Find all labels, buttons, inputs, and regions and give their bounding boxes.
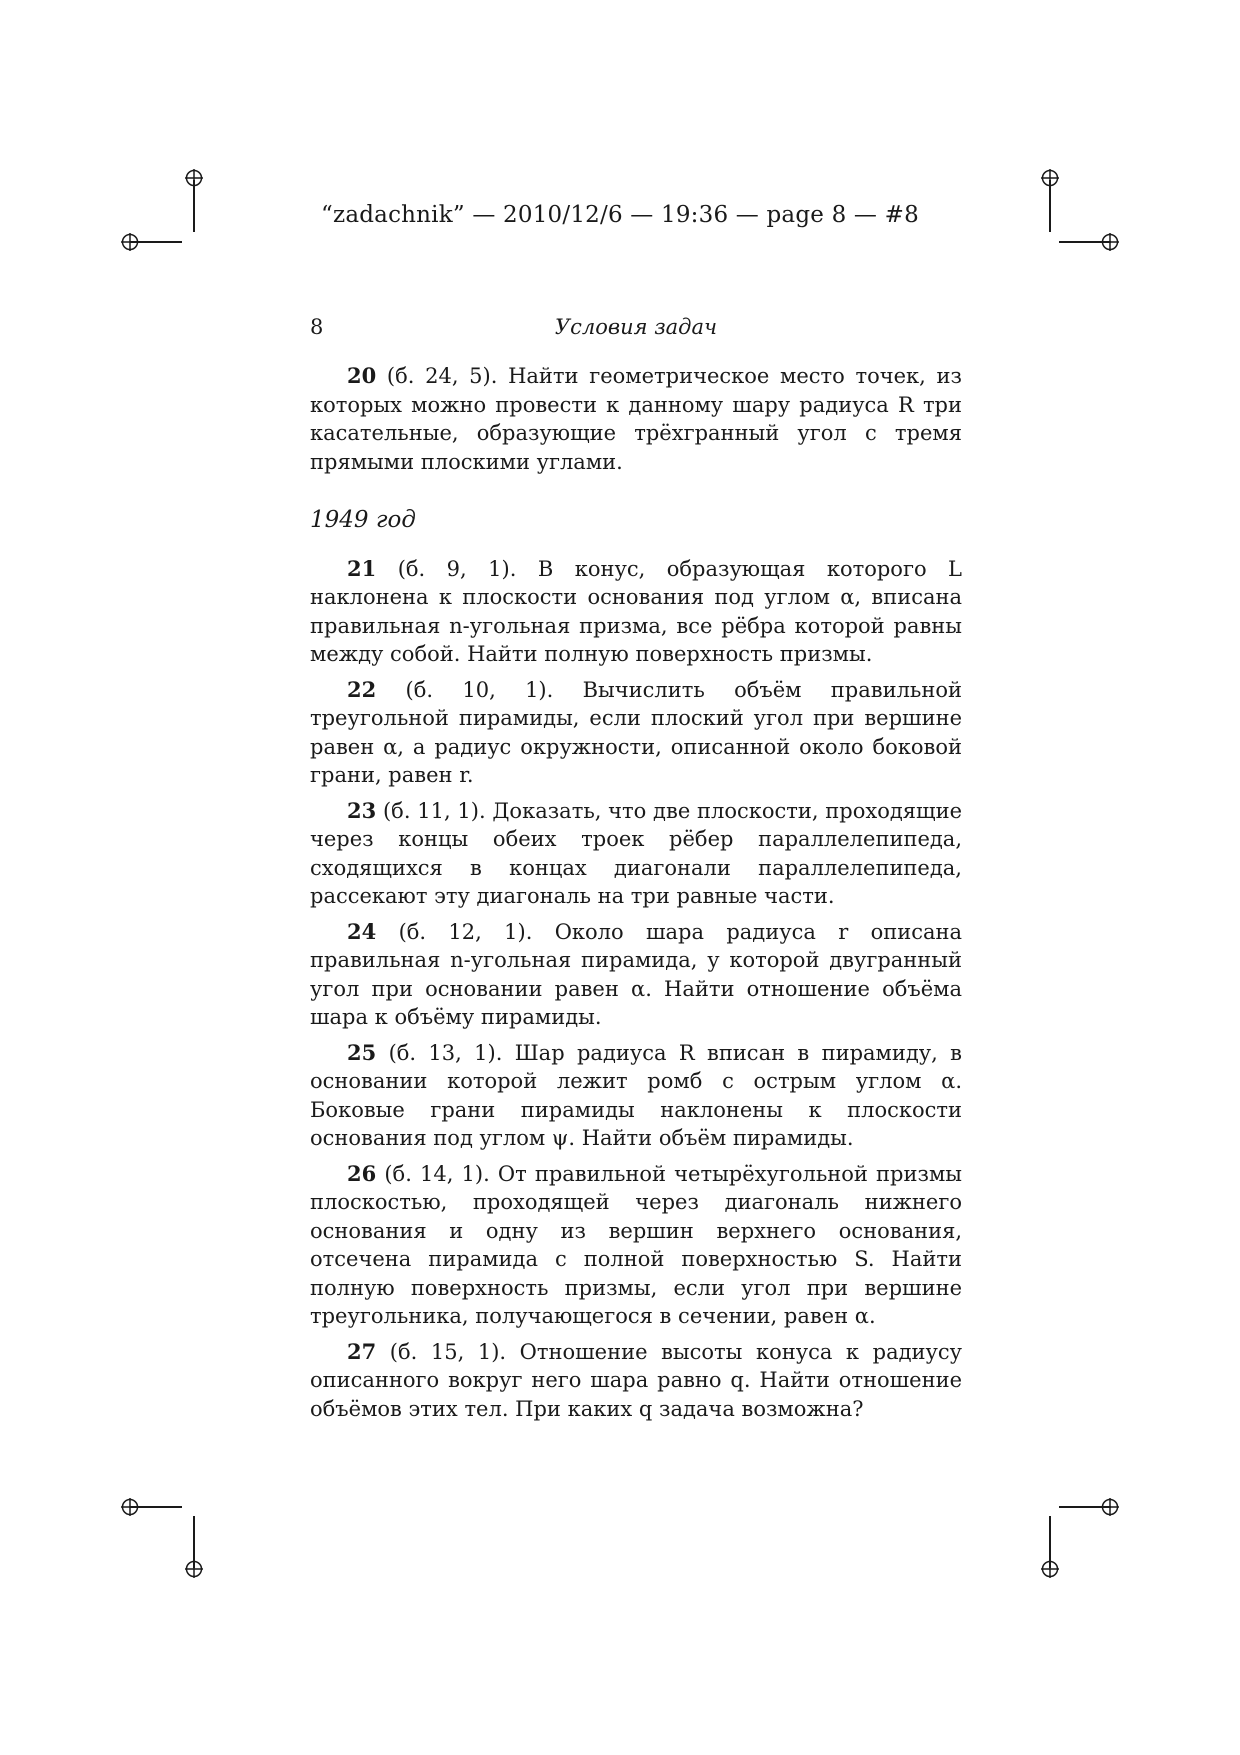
crop-line (1059, 241, 1111, 243)
problem-25 (310, 1039, 962, 1153)
registration-target-icon (185, 1560, 203, 1578)
problem-number: 23 (347, 797, 377, 823)
problem-text: (б. 9, 1). В конус, образующая которого L наклонена к плоскости основания под углом α, вписана правильная n-угольная призма, все рёбра которой равны между собой. Найти полную поверхность призмы. (310, 556, 962, 666)
crop-line (1059, 1506, 1111, 1508)
problem-23 (310, 797, 962, 911)
problem-text: (б. 24, 5). Найти геометрическое место точек, из которых можно провести к данному шару радиуса R три касательные, образующие трёхгранный угол с тремя прямыми плоскими углами. (310, 364, 962, 474)
problem-number: 25 (347, 1039, 377, 1065)
problem-22 (310, 676, 962, 790)
registration-target-icon (1041, 1560, 1059, 1578)
problem-26 (310, 1160, 962, 1331)
problem-21 (310, 555, 962, 669)
problem-number: 20 (347, 363, 377, 388)
problem-number: 22 (347, 676, 377, 702)
problem-number: 26 (347, 1160, 377, 1186)
problem-text: (б. 15, 1). Отношение высоты конуса к радиусу описанного вокруг него шара равно q. Найти отношение объёмов этих тел. При каких q задача возможна? (310, 1339, 962, 1421)
problem-text: (б. 10, 1). Вычислить объём правильной треугольной пирамиды, если плоский угол при вершине равен α, а радиус окружности, описанной около боковой грани, равен r. (310, 677, 962, 787)
running-head-title: Условия задач (554, 315, 718, 339)
section-title: 1949 год (310, 507, 416, 533)
problem-text: (б. 11, 1). Доказать, что две плоскости, проходящие через концы обеих троек рёбер параллелепипеда, сходящихся в концах диагонали параллелепипеда, рассекают эту диагональ на три равные части. (310, 798, 962, 908)
problem-number: 24 (347, 918, 377, 944)
problem-text: (б. 14, 1). От правильной четырёхугольной призмы плоскостью, проходящей через диагональ нижнего основания и одну из вершин верхнего основания, отсечена пирамида с полной поверхностью S. Найти полную поверхность призмы, если угол при вершине треугольника, получающегося в сечении, равен α. (310, 1161, 962, 1328)
page-body (310, 362, 962, 1430)
page-number: 8 (310, 315, 324, 339)
problem-24 (310, 918, 962, 1032)
problem-number: 27 (347, 1338, 377, 1364)
crop-line (130, 241, 182, 243)
problem-text: (б. 12, 1). Около шара радиуса r описана правильная n-угольная пирамида, у которой двугранный угол при основании равен α. Найти отношение объёма шара к объёму пирамиды. (310, 919, 962, 1029)
crop-line (130, 1506, 182, 1508)
problem-27 (310, 1338, 962, 1424)
problem-20 (310, 362, 962, 476)
problem-text: (б. 13, 1). Шар радиуса R вписан в пирамиду, в основании которой лежит ромб с острым углом α. Боковые грани пирамиды наклонены к плоскости основания под углом ψ. Найти объём пирамиды. (310, 1040, 962, 1150)
print-slug-header: “zadachnik” — 2010/12/6 — 19:36 — page 8 — #8 (321, 202, 919, 228)
problem-number: 21 (347, 555, 377, 581)
